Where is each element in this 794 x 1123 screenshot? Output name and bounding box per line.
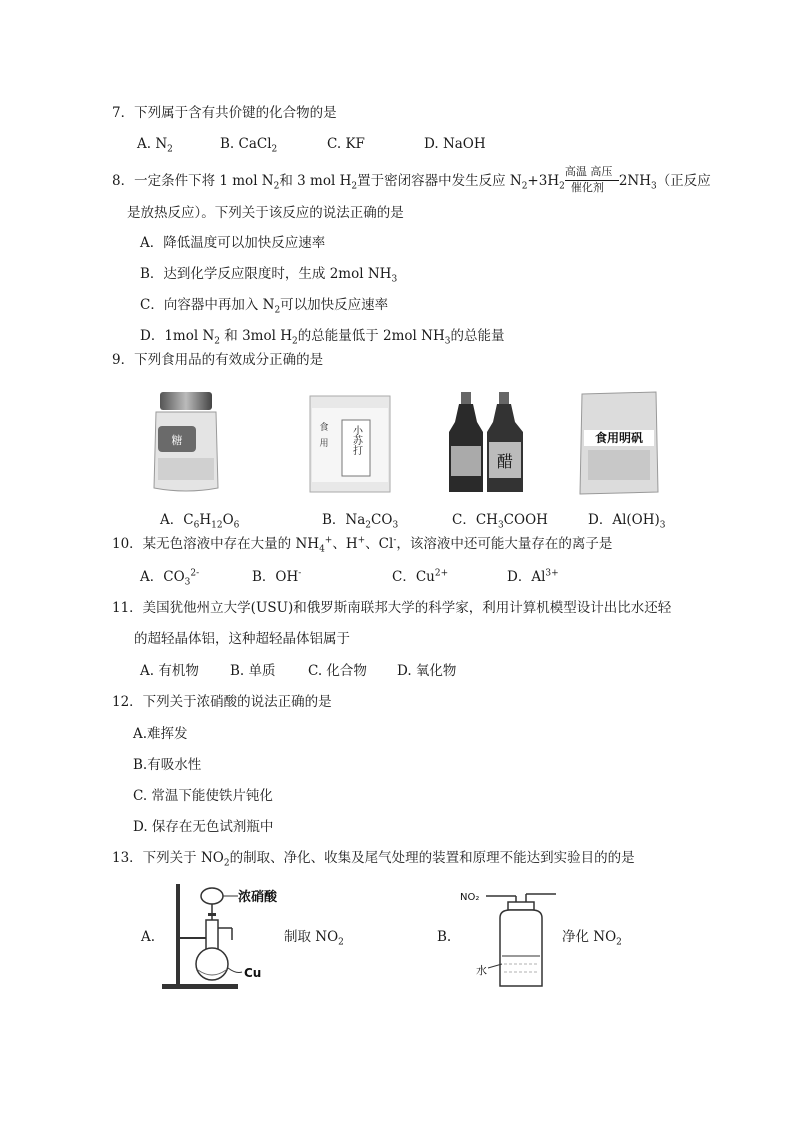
q11-option-b: B. 单质: [230, 663, 276, 679]
packet-text: 小苏打: [350, 425, 362, 455]
svg-text:糖: 糖: [171, 434, 183, 447]
label-concentrated-nitric-acid: 浓硝酸: [238, 890, 278, 905]
q10-option-c: C．$Cu^{2+}$: [392, 568, 449, 585]
vinegar-label: 醋: [496, 452, 514, 471]
q10-option-b: B．OH-: [252, 568, 302, 585]
vinegar-bottles-image: [447, 388, 531, 496]
q9-option-d: D．$Al(OH)_3$: [588, 512, 666, 531]
baking-soda-packet-image: [308, 394, 392, 494]
q7-option-c: C. KF: [327, 136, 365, 152]
q10-stem: 10．某无色溶液中存在大量的 $NH_4^+$、H+、Cl-，该溶液中还可能大量存在的离子是: [112, 535, 613, 555]
packet-label-shi: 食: [319, 423, 329, 433]
q9-option-c: C．$CH_3COOH$: [452, 512, 548, 531]
label-water: 水: [476, 964, 487, 977]
q11-stem-line2: 的超轻晶体铝，这种超轻晶体铝属于: [134, 631, 350, 647]
sugar-jar-image: [150, 388, 222, 496]
q13-option-b-letter: B.: [437, 929, 452, 945]
q13-option-a-letter: A.: [141, 929, 156, 945]
q10-option-a: A．$CO_3^{2-}$: [140, 568, 200, 588]
q8-stem-line2: 是放热反应）。下列关于该反应的说法正确的是: [127, 205, 404, 221]
packet-label-yong: 用: [319, 439, 329, 449]
q11-option-a: A. 有机物: [140, 663, 199, 679]
q13-option-b-caption: 净化 $NO_2$: [562, 929, 622, 948]
gas-washing-bottle: [458, 884, 560, 992]
label-copper: Cu: [244, 966, 262, 980]
q9-option-a: A．$C_6H_{12}O_6$: [160, 512, 240, 531]
q12-option-a: A.难挥发: [133, 726, 188, 742]
q8-option-a: A．降低温度可以加快反应速率: [140, 235, 326, 251]
no2-generation-apparatus: [160, 880, 278, 992]
q8-stem-line1: 8．一定条件下将 1 mol $N_2$和 3 mol $H_2$置于密闭容器中发生反应 $N_2+3H_2$ 高温 高压 催化剂 $2NH_3$（正反应: [112, 165, 711, 194]
q13-stem: 13．下列关于 $NO_2$的制取、净化、收集及尾气处理的装置和原理不能达到实验目的的是: [112, 850, 635, 869]
q8-option-b: B．达到化学反应限度时，生成 2mol $NH_3$: [140, 266, 398, 285]
q12-option-d: D. 保存在无色试剂瓶中: [133, 819, 274, 835]
q7-stem: 7．下列属于含有共价键的化合物的是: [112, 105, 337, 121]
q13-option-a-caption: 制取 $NO_2$: [284, 929, 344, 948]
q12-stem: 12．下列关于浓硝酸的说法正确的是: [112, 694, 332, 710]
q9-stem: 9．下列食用品的有效成分正确的是: [112, 352, 324, 368]
q7-option-b: B. CaCl$_2$: [220, 136, 278, 155]
q11-option-d: D. 氧化物: [397, 663, 457, 679]
q12-option-c: C. 常温下能使铁片钝化: [133, 788, 273, 804]
q7-option-a: A. $N_2$: [137, 136, 173, 155]
alum-label: 食用明矾: [594, 431, 644, 445]
q11-stem-line1: 11．美国犹他州立大学(USU)和俄罗斯南联邦大学的科学家，利用计算机模型设计出比水还轻: [112, 600, 672, 616]
q9-option-b: B．$Na_2CO_3$: [322, 512, 399, 531]
q8-option-d: D．1mol $N_2$ 和 3mol $H_2$的总能量低于 2mol $NH_3$的总能量: [140, 328, 505, 347]
q11-option-c: C. 化合物: [308, 663, 367, 679]
q12-option-b: B.有吸水性: [133, 757, 202, 773]
label-no2-inlet: NO₂: [460, 892, 480, 903]
q7-option-d: D. NaOH: [424, 136, 486, 152]
alum-bag-image: [578, 390, 660, 496]
q8-option-c: C．向容器中再加入 $N_2$可以加快反应速率: [140, 297, 389, 316]
reaction-condition-arrow: 高温 高压 催化剂: [565, 172, 619, 190]
q10-option-d: D．$Al^{3+}$: [507, 568, 559, 585]
